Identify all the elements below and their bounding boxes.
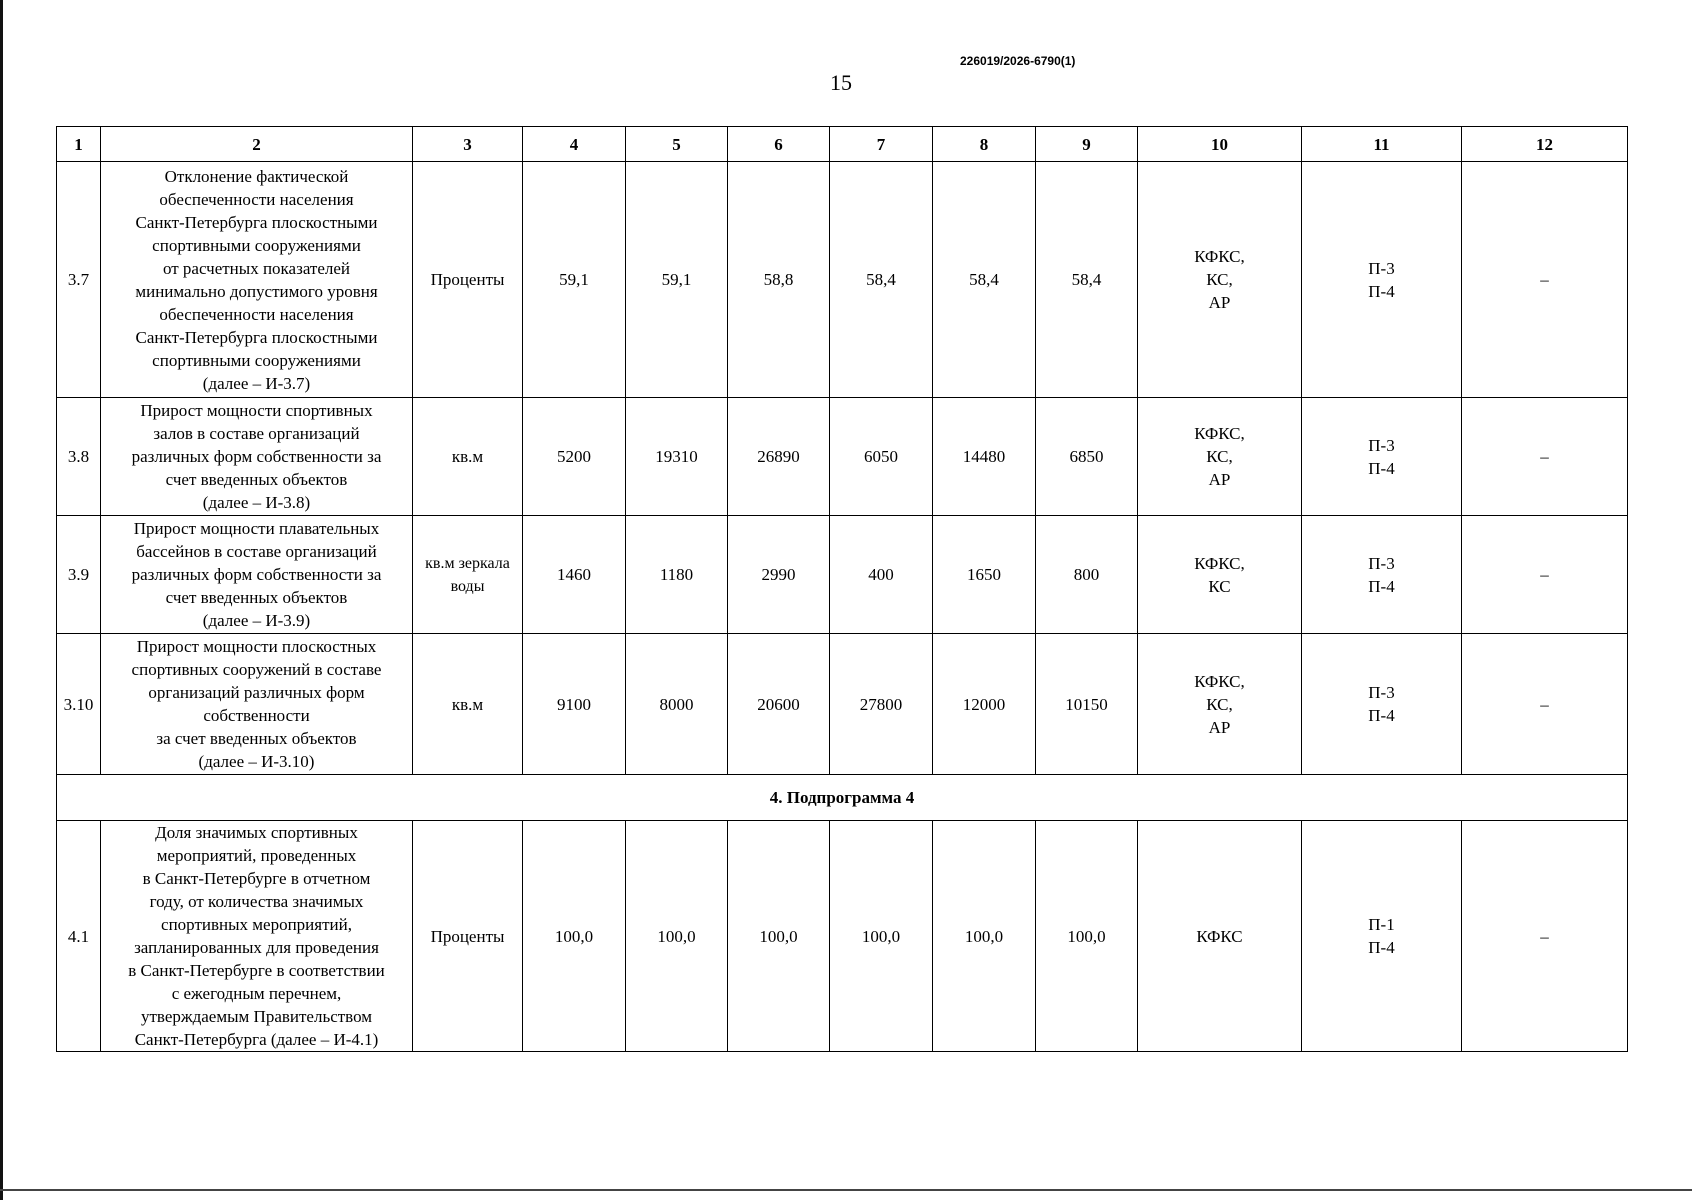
subprograms: П-3 П-4 xyxy=(1302,634,1462,775)
col-header-8: 8 xyxy=(933,127,1036,162)
subprograms: П-3 П-4 xyxy=(1302,516,1462,634)
note: – xyxy=(1462,398,1628,516)
indicator-name: Отклонение фактической обеспеченности населения Санкт-Петербурга плоскостными спортивными сооружениями от расчетных показателей минимально допустимого уровня обеспеченности населения Санкт-Петербурга плоскостными спортивными сооружениями (далее – И-3.7) xyxy=(101,162,413,398)
page-number: 15 xyxy=(830,70,852,95)
value-col-8: 58,4 xyxy=(933,162,1036,398)
col-header-12: 12 xyxy=(1462,127,1628,162)
document-id: 226019/2026-6790(1) xyxy=(960,54,1076,68)
subprograms: П-3 П-4 xyxy=(1302,398,1462,516)
col-header-9: 9 xyxy=(1036,127,1138,162)
col-header-5: 5 xyxy=(626,127,728,162)
unit: Проценты xyxy=(413,821,523,1052)
value-col-7: 400 xyxy=(830,516,933,634)
unit: кв.м xyxy=(413,398,523,516)
indicator-name: Прирост мощности плоскостных спортивных сооружений в составе организаций различных форм собственности за счет введенных объектов (далее – И-3.10) xyxy=(101,634,413,775)
value-col-9: 6850 xyxy=(1036,398,1138,516)
executors: КФКС, КС, АР xyxy=(1138,398,1302,516)
value-col-6: 58,8 xyxy=(728,162,830,398)
value-col-4: 9100 xyxy=(523,634,626,775)
unit: Проценты xyxy=(413,162,523,398)
scan-edge-left xyxy=(0,0,3,1200)
value-col-4: 1460 xyxy=(523,516,626,634)
row-number: 3.7 xyxy=(57,162,101,398)
executors: КФКС, КС, АР xyxy=(1138,162,1302,398)
indicators-table xyxy=(56,126,1628,1052)
col-header-6: 6 xyxy=(728,127,830,162)
value-col-7: 58,4 xyxy=(830,162,933,398)
value-col-7: 100,0 xyxy=(830,821,933,1052)
unit: кв.м зеркала воды xyxy=(413,516,523,634)
value-col-7: 27800 xyxy=(830,634,933,775)
col-header-4: 4 xyxy=(523,127,626,162)
table-row xyxy=(57,821,1628,1052)
value-col-7: 6050 xyxy=(830,398,933,516)
value-col-5: 1180 xyxy=(626,516,728,634)
value-col-5: 8000 xyxy=(626,634,728,775)
note: – xyxy=(1462,162,1628,398)
col-header-7: 7 xyxy=(830,127,933,162)
value-col-8: 1650 xyxy=(933,516,1036,634)
unit: кв.м xyxy=(413,634,523,775)
section-row xyxy=(57,775,1628,821)
note: – xyxy=(1462,821,1628,1052)
value-col-5: 59,1 xyxy=(626,162,728,398)
value-col-4: 100,0 xyxy=(523,821,626,1052)
indicator-name: Доля значимых спортивных мероприятий, проведенных в Санкт-Петербурге в отчетном году, от количества значимых спортивных мероприятий, запланированных для проведения в Санкт-Петербурге в соответствии с ежегодным перечнем, утверждаемым Правительством Санкт-Петербурга (далее – И-4.1) xyxy=(101,821,413,1052)
value-col-9: 10150 xyxy=(1036,634,1138,775)
table-row xyxy=(57,162,1628,398)
value-col-6: 26890 xyxy=(728,398,830,516)
col-header-2: 2 xyxy=(101,127,413,162)
subprograms: П-1 П-4 xyxy=(1302,821,1462,1052)
executors: КФКС xyxy=(1138,821,1302,1052)
row-number: 3.8 xyxy=(57,398,101,516)
value-col-5: 100,0 xyxy=(626,821,728,1052)
scan-edge-bottom xyxy=(0,1189,1692,1191)
value-col-6: 20600 xyxy=(728,634,830,775)
note: – xyxy=(1462,516,1628,634)
value-col-6: 100,0 xyxy=(728,821,830,1052)
executors: КФКС, КС, АР xyxy=(1138,634,1302,775)
row-number: 4.1 xyxy=(57,821,101,1052)
value-col-8: 14480 xyxy=(933,398,1036,516)
table-row xyxy=(57,516,1628,634)
note: – xyxy=(1462,634,1628,775)
value-col-9: 100,0 xyxy=(1036,821,1138,1052)
col-header-3: 3 xyxy=(413,127,523,162)
header-row xyxy=(57,127,1628,162)
row-number: 3.9 xyxy=(57,516,101,634)
col-header-10: 10 xyxy=(1138,127,1302,162)
value-col-4: 59,1 xyxy=(523,162,626,398)
value-col-9: 800 xyxy=(1036,516,1138,634)
table-row xyxy=(57,398,1628,516)
indicator-name: Прирост мощности плавательных бассейнов в составе организаций различных форм собственности за счет введенных объектов (далее – И-3.9) xyxy=(101,516,413,634)
row-number: 3.10 xyxy=(57,634,101,775)
value-col-8: 100,0 xyxy=(933,821,1036,1052)
executors: КФКС, КС xyxy=(1138,516,1302,634)
col-header-1: 1 xyxy=(57,127,101,162)
value-col-9: 58,4 xyxy=(1036,162,1138,398)
value-col-4: 5200 xyxy=(523,398,626,516)
subprograms: П-3 П-4 xyxy=(1302,162,1462,398)
value-col-5: 19310 xyxy=(626,398,728,516)
col-header-11: 11 xyxy=(1302,127,1462,162)
section-title: 4. Подпрограмма 4 xyxy=(57,775,1628,821)
table-row xyxy=(57,634,1628,775)
value-col-6: 2990 xyxy=(728,516,830,634)
indicator-name: Прирост мощности спортивных залов в составе организаций различных форм собственности за счет введенных объектов (далее – И-3.8) xyxy=(101,398,413,516)
value-col-8: 12000 xyxy=(933,634,1036,775)
